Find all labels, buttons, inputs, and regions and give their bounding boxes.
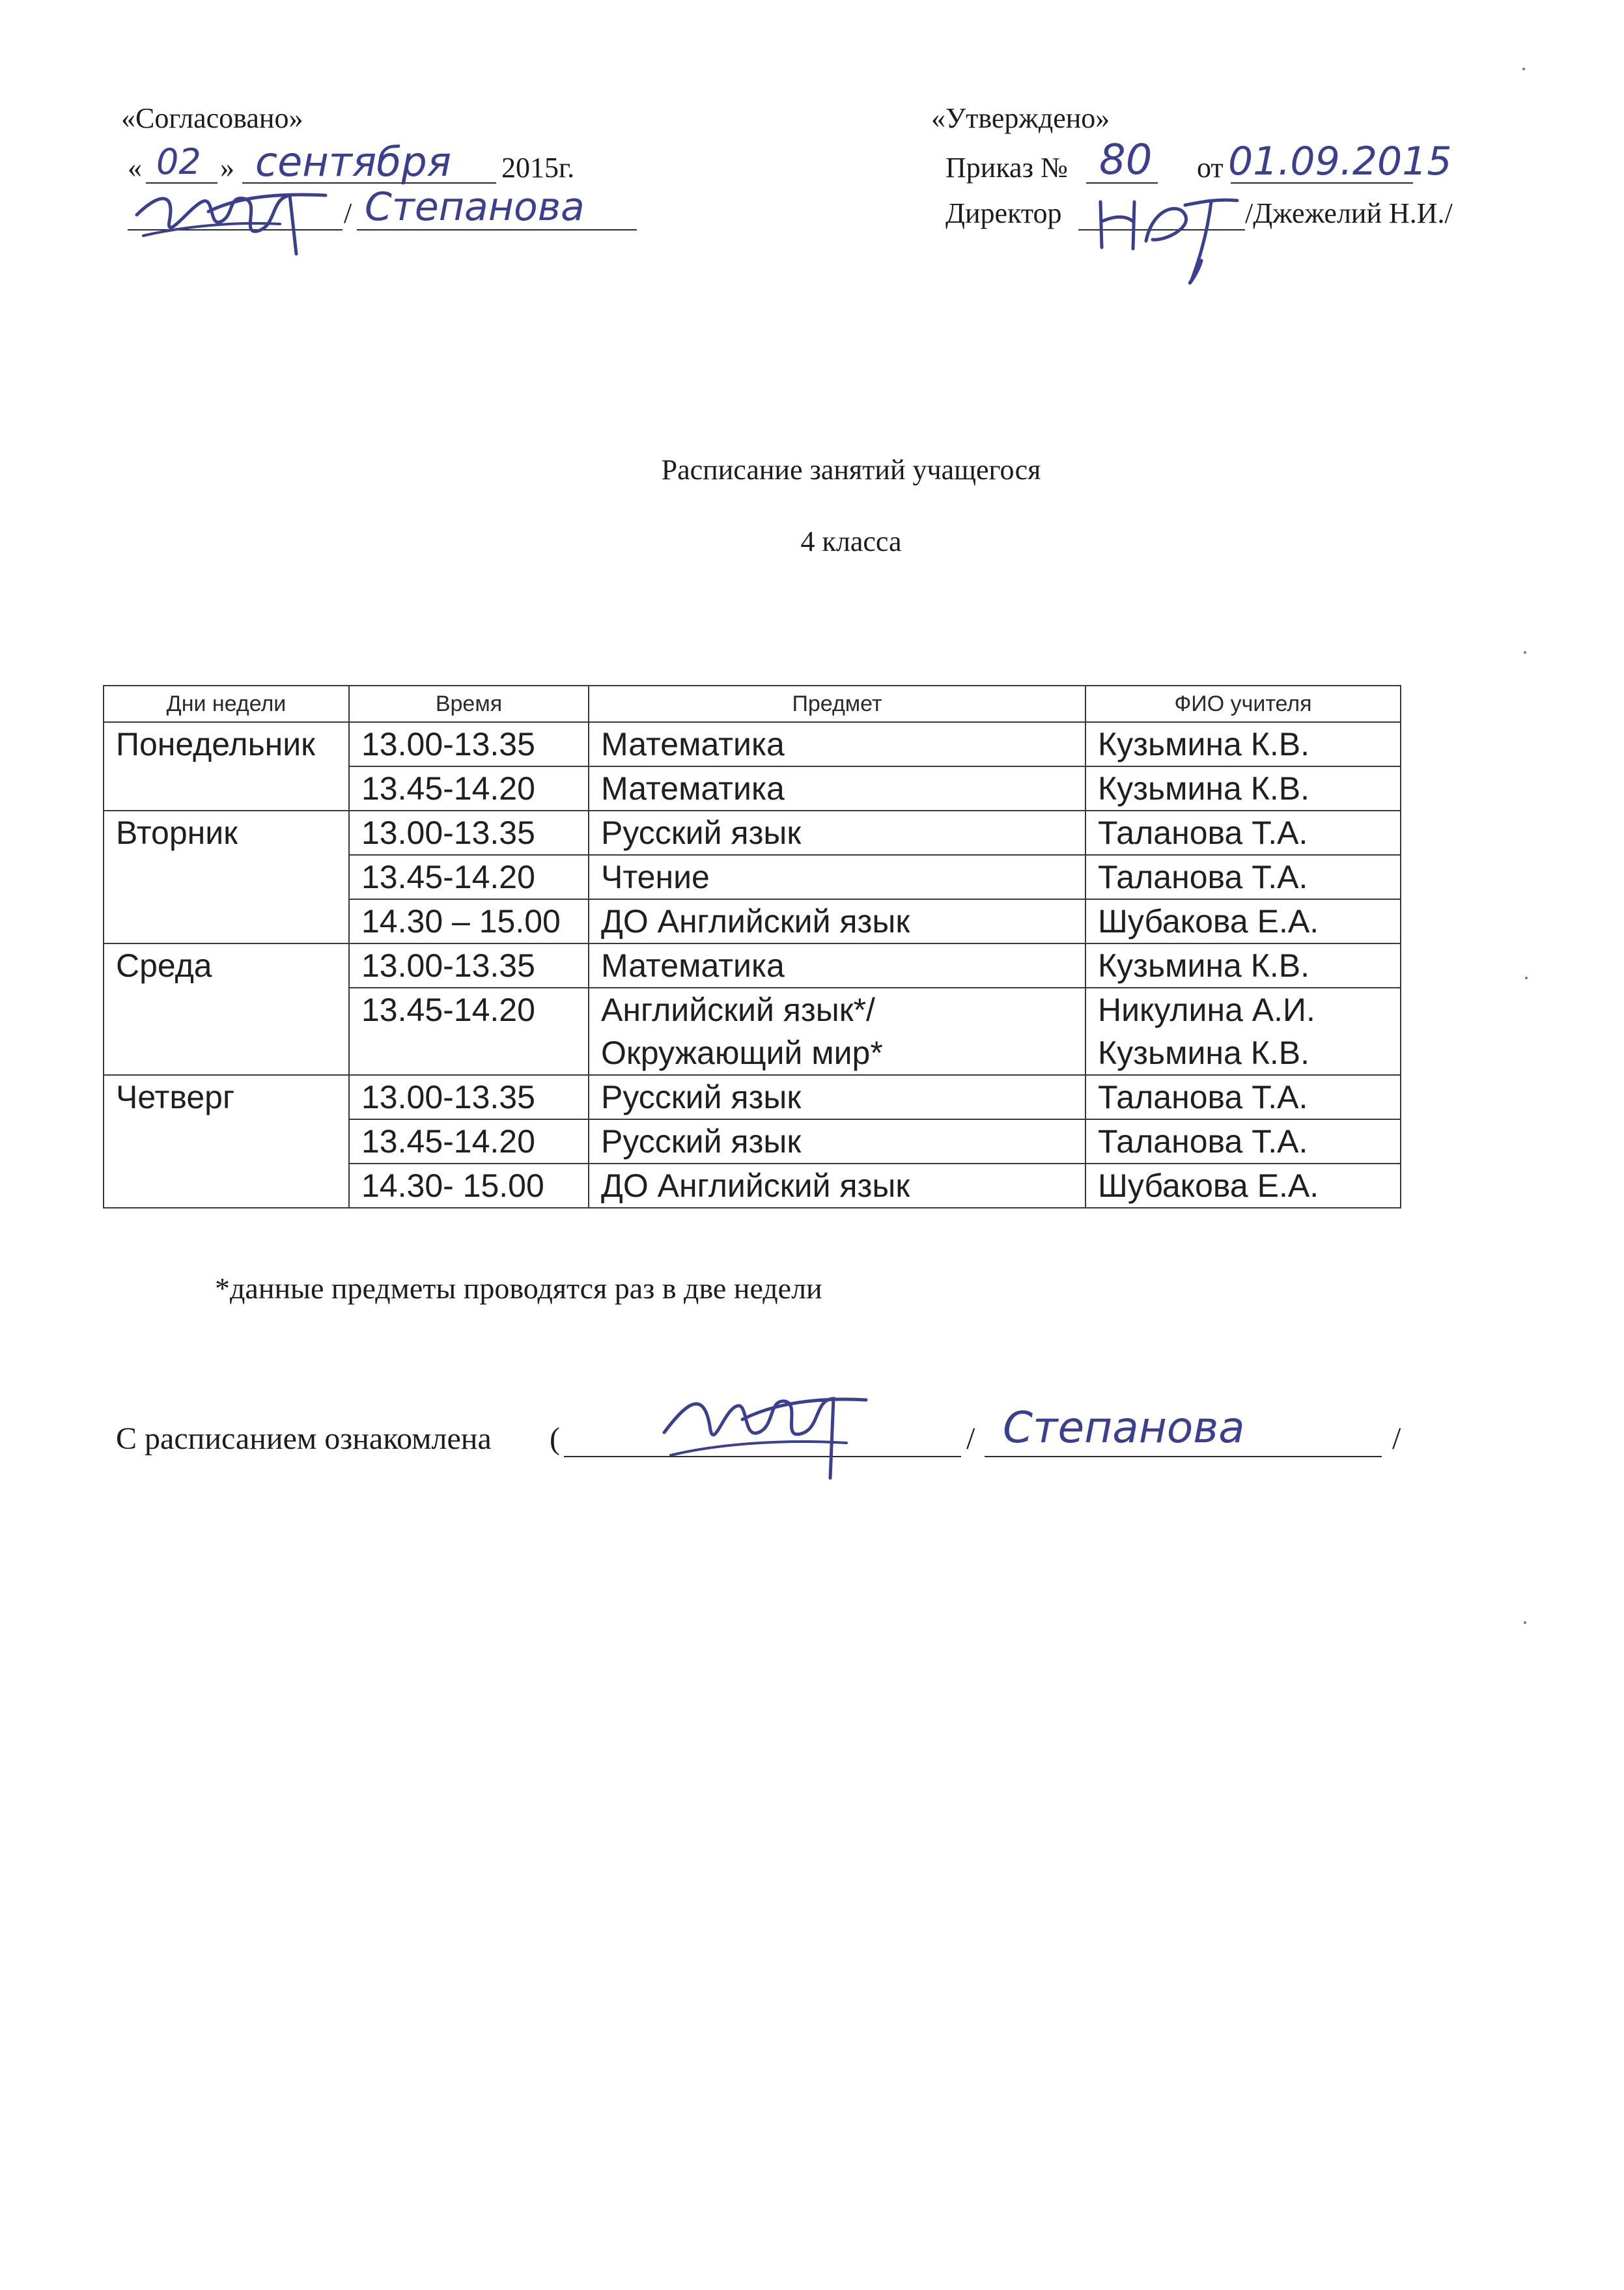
teacher-cell: Шубакова Е.А. xyxy=(1085,1164,1401,1208)
subject-cell xyxy=(589,988,1085,1075)
time-cell: 13.00-13.35 xyxy=(349,811,589,855)
table-header-row xyxy=(104,686,1401,722)
scan-speck xyxy=(1525,977,1528,979)
teacher-cell: Таланова Т.А. xyxy=(1085,811,1401,855)
title-line-1: Расписание занятий учащегося xyxy=(661,454,1041,486)
ack-name-signature: Степанова xyxy=(1003,1403,1245,1453)
header-day: Дни недели xyxy=(104,686,349,722)
ack-name-line xyxy=(985,1456,1382,1457)
subject-cell: Математика xyxy=(589,722,1085,766)
time-cell: 13.00-13.35 xyxy=(349,943,589,988)
teacher-cell: Кузьмина К.В. xyxy=(1085,943,1401,988)
approved-label: «Утверждено» xyxy=(931,102,1110,134)
teacher-cell: Таланова Т.А. xyxy=(1085,1075,1401,1119)
subject-cell: ДО Английский язык xyxy=(589,899,1085,943)
agreed-year: 2015г. xyxy=(501,152,575,184)
order-label: Приказ № xyxy=(945,152,1068,184)
day-cell: Вторник xyxy=(104,811,349,943)
table-row xyxy=(104,811,1401,855)
day-cell: Понедельник xyxy=(104,722,349,811)
agreed-quote-close: » xyxy=(220,152,234,184)
ack-separator-1: / xyxy=(966,1421,975,1456)
teacher-cell: Кузьмина К.В. xyxy=(1085,766,1401,811)
ack-signature xyxy=(651,1361,873,1494)
teacher-cell: Шубакова Е.А. xyxy=(1085,899,1401,943)
page-title xyxy=(0,456,1624,484)
scan-speck xyxy=(1524,651,1526,654)
time-cell: 13.45-14.20 xyxy=(349,766,589,811)
day-cell: Среда xyxy=(104,943,349,1075)
order-date-handwritten: 01.09.2015 xyxy=(1228,139,1452,184)
director-name: /Джежелий Н.И./ xyxy=(1245,197,1453,229)
director-label: Директор xyxy=(945,197,1062,229)
table-row xyxy=(104,1075,1401,1119)
header-subject: Предмет xyxy=(589,686,1085,722)
table-row xyxy=(104,722,1401,766)
order-from-label: от xyxy=(1197,152,1224,184)
subject-cell: Чтение xyxy=(589,855,1085,899)
agreed-name-signature: Степанова xyxy=(365,184,585,230)
ack-paren: ( xyxy=(550,1421,560,1456)
agreed-signature xyxy=(130,176,345,270)
teacher-cell xyxy=(1085,988,1401,1075)
teacher-cell: Таланова Т.А. xyxy=(1085,855,1401,899)
agreed-label: «Согласовано» xyxy=(121,102,303,134)
day-cell: Четверг xyxy=(104,1075,349,1208)
subject-cell: Русский язык xyxy=(589,811,1085,855)
ack-separator-2: / xyxy=(1392,1421,1401,1456)
time-cell: 13.45-14.20 xyxy=(349,855,589,899)
schedule-table xyxy=(103,685,1401,1208)
header-teacher: ФИО учителя xyxy=(1085,686,1401,722)
teacher-cell: Кузьмина К.В. xyxy=(1085,722,1401,766)
header-time: Время xyxy=(349,686,589,722)
time-cell: 14.30- 15.00 xyxy=(349,1164,589,1208)
subject-line: Английский язык*/ xyxy=(601,992,875,1028)
subject-line: Окружающий мир* xyxy=(601,1035,883,1071)
teacher-line: Никулина А.И. xyxy=(1098,992,1315,1028)
acknowledgement-label: С расписанием ознакомлена xyxy=(116,1421,492,1456)
order-number-handwritten: 80 xyxy=(1099,136,1153,184)
agreed-month-handwritten: сентября xyxy=(255,138,452,186)
subject-cell: ДО Английский язык xyxy=(589,1164,1085,1208)
subject-cell: Русский язык xyxy=(589,1119,1085,1164)
teacher-cell: Таланова Т.А. xyxy=(1085,1119,1401,1164)
scan-speck xyxy=(1522,68,1525,70)
page-subtitle xyxy=(0,527,1624,556)
footnote: *данные предметы проводятся раз в две недели xyxy=(215,1272,822,1305)
subject-cell: Русский язык xyxy=(589,1075,1085,1119)
agreed-day-handwritten: 02 xyxy=(156,141,201,182)
time-cell: 13.45-14.20 xyxy=(349,1119,589,1164)
table-row xyxy=(104,943,1401,988)
time-cell: 13.00-13.35 xyxy=(349,722,589,766)
scan-speck xyxy=(1524,1621,1526,1624)
agreed-quote-open: « xyxy=(128,152,142,184)
agreed-separator: / xyxy=(344,197,352,229)
subject-cell: Математика xyxy=(589,766,1085,811)
time-cell: 13.45-14.20 xyxy=(349,988,589,1075)
director-signature xyxy=(1087,176,1257,296)
subject-cell: Математика xyxy=(589,943,1085,988)
title-line-2: 4 класса xyxy=(800,525,902,557)
teacher-line: Кузьмина К.В. xyxy=(1098,1035,1309,1071)
time-cell: 13.00-13.35 xyxy=(349,1075,589,1119)
time-cell: 14.30 – 15.00 xyxy=(349,899,589,943)
